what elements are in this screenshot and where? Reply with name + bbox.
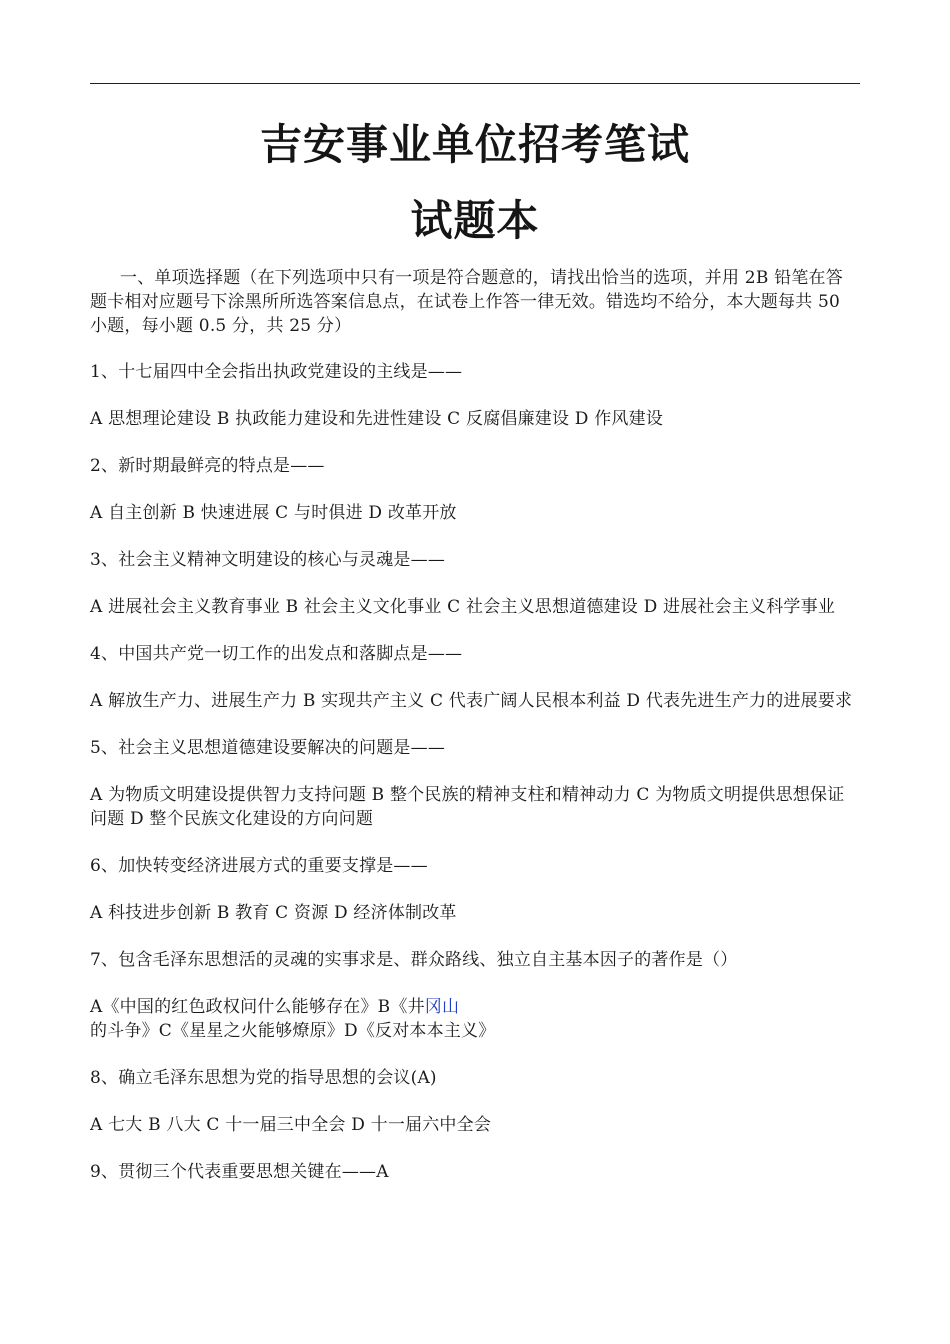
document-title: 吉安事业单位招考笔试 xyxy=(259,120,690,169)
jinggangshan-link[interactable]: 冈山 xyxy=(424,997,460,1017)
document-body xyxy=(90,266,860,1207)
options-6: A 科技进步创新 B 教育 C 资源 D 经济体制改革 xyxy=(90,903,457,923)
options-5: A 为物质文明建设提供智力支持问题 B 整个民族的精神支柱和精神动力 C 为物质文明提供思想保证问题 D 整个民族文化建设的方向问题 xyxy=(90,785,845,829)
header-rule xyxy=(90,83,860,84)
options-4: A 解放生产力、进展生产力 B 实现共产主义 C 代表广阔人民根本利益 D 代表先进生产力的进展要求 xyxy=(90,691,853,711)
options-2: A 自主创新 B 快速进展 C 与时俱进 D 改革开放 xyxy=(90,503,457,523)
question-6: 6、加快转变经济进展方式的重要支撑是—— xyxy=(90,856,428,876)
question-3: 3、社会主义精神文明建设的核心与灵魂是—— xyxy=(90,550,446,570)
options-7 xyxy=(90,995,860,1043)
options-1: A 思想理论建设 B 执政能力建设和先进性建设 C 反腐倡廉建设 D 作风建设 xyxy=(90,409,664,429)
question-7: 7、包含毛泽东思想活的灵魂的实事求是、群众路线、独立自主基本因子的著作是（） xyxy=(90,950,738,970)
options-3: A 进展社会主义教育事业 B 社会主义文化事业 C 社会主义思想道德建设 D 进展社会主义科学事业 xyxy=(90,597,836,617)
question-8: 8、确立毛泽东思想为党的指导思想的会议(A) xyxy=(90,1068,437,1088)
document-subtitle: 试题本 xyxy=(410,196,540,245)
options-7-part-2: 的斗争》C《星星之火能够燎原》D《反对本本主义》 xyxy=(90,1021,496,1041)
question-9: 9、贯彻三个代表重要思想关键在——A xyxy=(90,1162,389,1182)
options-8: A 七大 B 八大 C 十一届三中全会 D 十一届六中全会 xyxy=(90,1115,492,1135)
question-1: 1、十七届四中全会指出执政党建设的主线是—— xyxy=(90,362,463,382)
question-2: 2、新时期最鲜亮的特点是—— xyxy=(90,456,325,476)
options-7-part-1: A《中国的红色政权问什么能够存在》B《井 xyxy=(90,997,425,1017)
section-instructions: 一、单项选择题（在下列选项中只有一项是符合题意的，请找出恰当的选项，并用 2B 铅笔在答题卡相对应题号下涂黑所所选答案信息点，在试卷上作答一律无效。错选均不给分，本大题每共 50 小题，每小题 0.5 分，共 25 分） xyxy=(90,268,843,336)
question-5: 5、社会主义思想道德建设要解决的问题是—— xyxy=(90,738,446,758)
question-4: 4、中国共产党一切工作的出发点和落脚点是—— xyxy=(90,644,463,664)
